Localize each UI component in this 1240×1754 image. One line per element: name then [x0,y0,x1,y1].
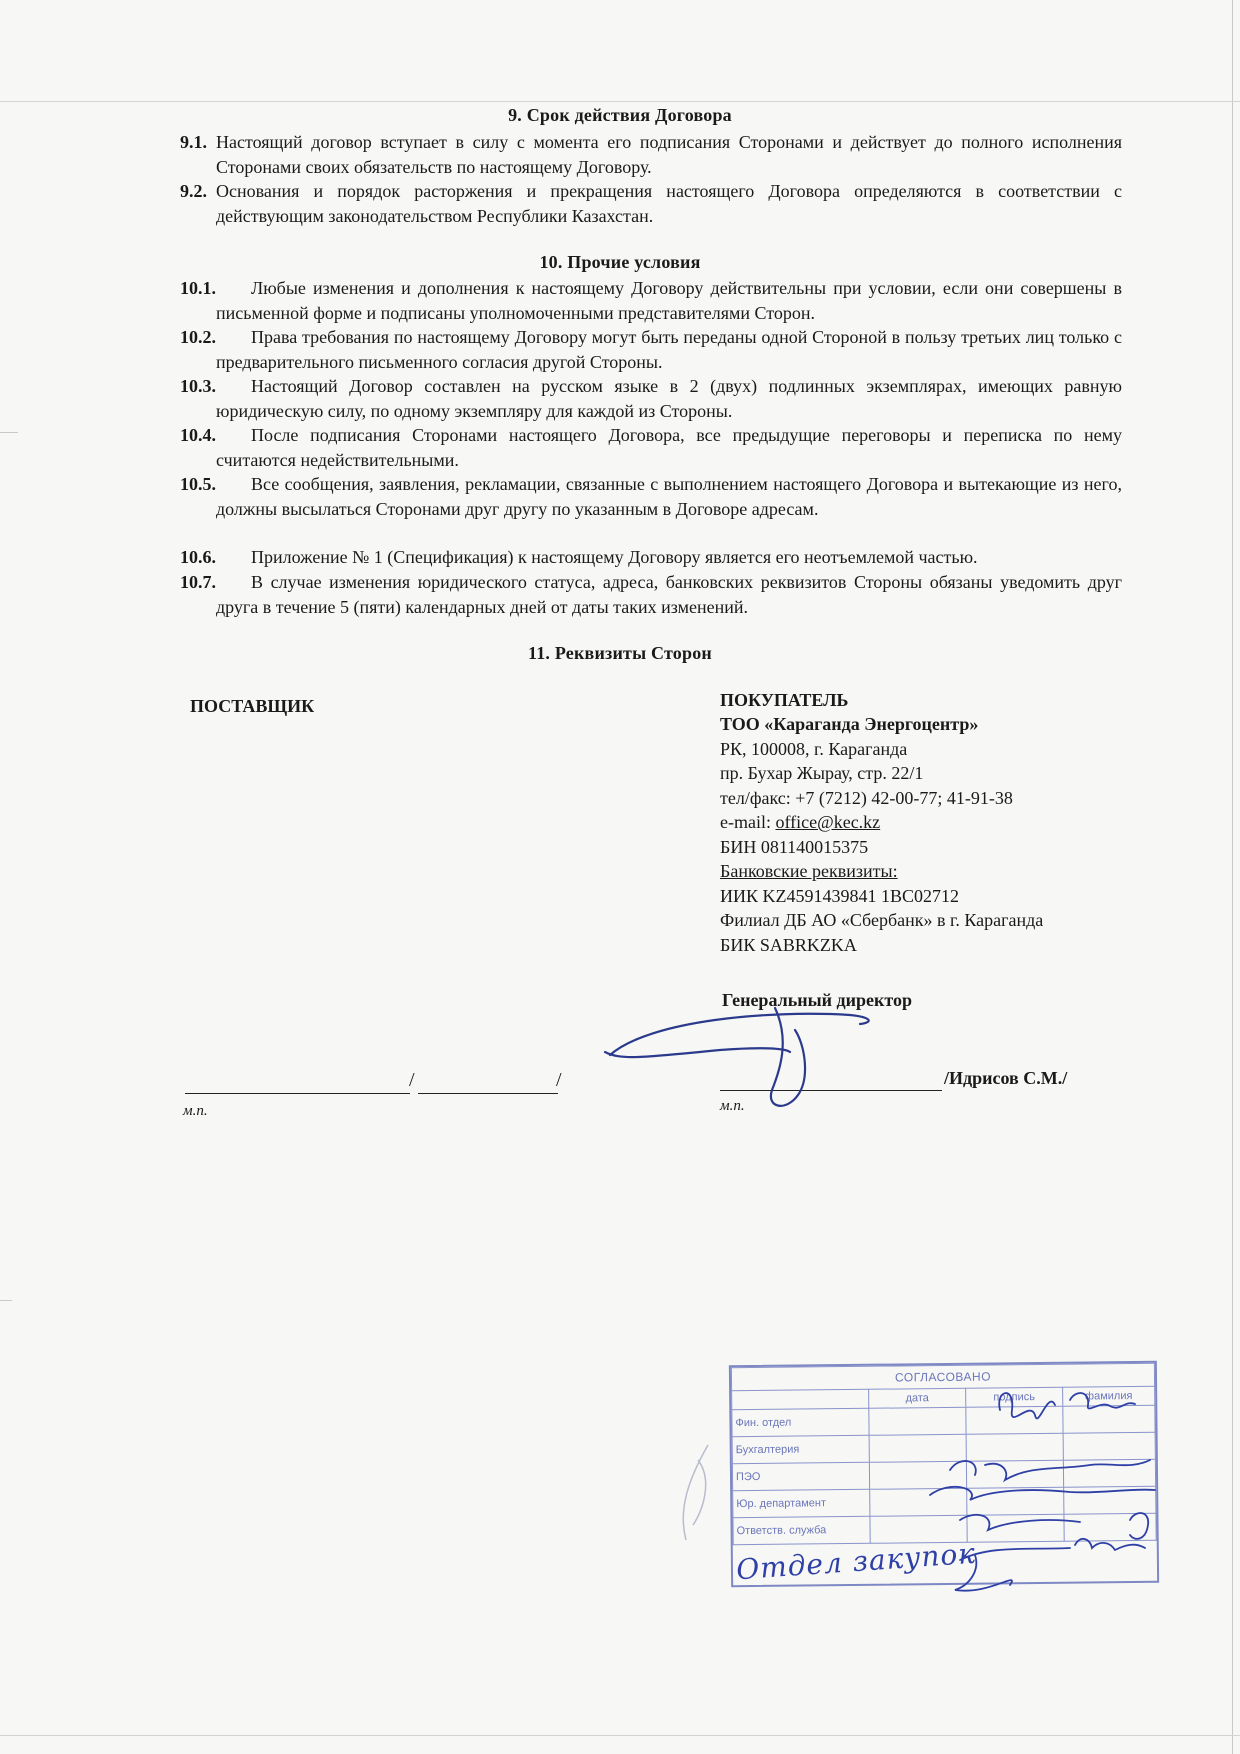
faint-initials [668,1440,728,1550]
clause-10-2 [180,325,1122,374]
supplier-stamp-place: м.п. [183,1103,208,1119]
clause-10-4 [180,423,1122,472]
buyer-address-line-2: пр. Бухар Жырау, стр. 22/1 [720,763,924,783]
clause-number: 10.7. [180,572,216,592]
section-10-title: 10. Прочие условия [539,252,701,272]
buyer-email-line [720,810,1043,835]
supplier-heading: ПОСТАВЩИК [190,696,315,716]
supplier-name-line [418,1093,558,1094]
clause-text: Основания и порядок расторжения и прекращения настоящего Договора определяются в соответствии с действующим законодательством Республики Казахстан. [216,181,1122,226]
stamp-title: СОГЛАСОВАНО [731,1363,1154,1390]
stamp-signatures [730,1370,1160,1630]
clause-10-5 [180,472,1122,521]
stamp-col-signature: подпись [966,1387,1063,1407]
clause-number: 10.3. [180,376,216,396]
signature-separator: / [556,1069,562,1091]
signature-separator: / [409,1069,415,1091]
handwritten-procurement: Отдел закупок [735,1536,977,1587]
clause-text: Настоящий Договор составлен на русском языке в 2 (двух) подлинных экземплярах, имеющих равную юридическую силу, по одному экземпляру для каждой из Стороны. [216,376,1122,421]
clause-number: 10.1. [180,278,216,298]
stamp-row-label: Ответств. служба [733,1516,870,1544]
stamp-col-date: дата [869,1388,966,1408]
clause-text: Приложение № 1 (Спецификация) к настоящему Договору является его неотъемлемой частью. [251,547,978,567]
clause-text: Права требования по настоящему Договору могут быть переданы одной Стороной в пользу третьих лиц только с предварительного письменного согласия другой Стороны. [216,327,1122,372]
clause-number: 10.5. [180,474,216,494]
clause-number: 9.1. [180,132,207,152]
buyer-signer-name: /Идрисов С.М./ [944,1068,1068,1088]
supplier-signature-line [185,1093,410,1094]
buyer-phone: тел/факс: +7 (7212) 42-00-77; 41-91-38 [720,787,1013,808]
clause-number: 10.4. [180,425,216,445]
buyer-position: Генеральный директор [722,990,912,1010]
clause-10-3 [180,374,1122,423]
buyer-company: ТОО «Караганда Энергоцентр» [720,714,979,734]
stamp-col-surname: фамилия [1063,1386,1155,1406]
clause-9-1 [180,130,1122,179]
bank-details-heading: Банковские реквизиты: [720,861,898,881]
section-9-title: 9. Срок действия Договора [508,105,732,125]
buyer-bank: Филиал ДБ АО «Сбербанк» в г. Караганда [720,910,1044,930]
clause-10-7 [180,570,1122,619]
scan-edge-left-tick-2 [0,1300,12,1301]
clause-number: 10.2. [180,327,216,347]
stamp-row-label: ПЭО [732,1462,869,1490]
buyer-bin: БИН 081140015375 [720,836,869,857]
scan-edge-left-tick [0,432,18,433]
clause-text: В случае изменения юридического статуса, адреса, банковских реквизитов Стороны обязаны уведомить друг друга в течение 5 (пяти) календарных дней от даты таких изменений. [216,572,1122,617]
stamp-row-label: Бухгалтерия [732,1435,869,1463]
scan-rule-top [0,101,1240,102]
buyer-stamp-place: м.п. [720,1098,745,1114]
clause-number: 10.6. [180,547,216,567]
email-link[interactable]: office@kec.kz [775,812,881,832]
email-label: e-mail: [720,812,776,832]
buyer-details [720,712,1043,957]
buyer-address-line-1: РК, 100008, г. Караганда [720,738,908,759]
stamp-row-label: Фин. отдел [732,1408,869,1436]
clause-text: Любые изменения и дополнения к настоящему Договору действительны при условии, если они совершены в письменной форме и подписаны уполномоченными представителями Сторон. [216,278,1122,323]
clause-9-2 [180,179,1122,228]
buyer-bik: БИК SABRKZKA [720,934,857,955]
clause-number: 9.2. [180,181,207,201]
director-signature [590,1000,910,1130]
buyer-heading: ПОКУПАТЕЛЬ [720,690,849,710]
clause-text: Все сообщения, заявления, рекламации, связанные с выполнением настоящего Договора и вытекающие из него, должны высылаться Сторонами друг другу по указанным в Договоре адресам. [216,474,1122,519]
section-11-title: 11. Реквизиты Сторон [528,643,712,663]
clause-10-6 [180,545,1122,570]
clause-10-1 [180,276,1122,325]
clause-text: После подписания Сторонами настоящего Договора, все предыдущие переговоры и переписка по нему считаются недействительными. [216,425,1122,470]
buyer-iik: ИИК KZ4591439841 1BC02712 [720,885,960,906]
scan-rule-bottom [0,1735,1240,1736]
clause-text: Настоящий договор вступает в силу с момента его подписания Сторонами и действует до полного исполнения Сторонами своих обязательств по настоящему Договору. [216,132,1122,177]
stamp-row-label: Юр. департамент [733,1489,870,1517]
